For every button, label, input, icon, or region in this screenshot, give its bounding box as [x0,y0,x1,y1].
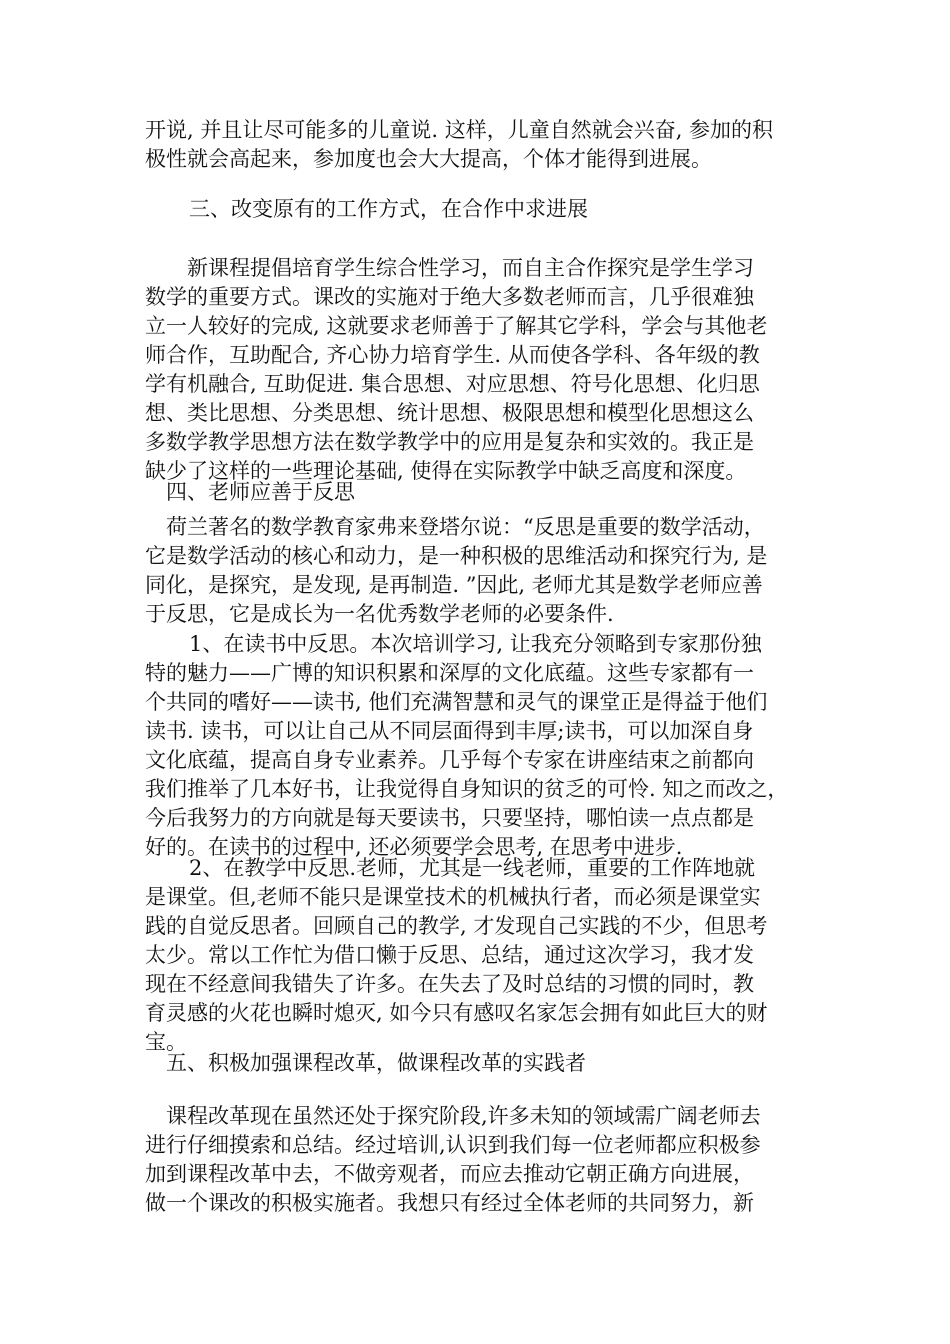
text-line: 于反思，它是成长为一名优秀数学老师的必要条件. [145,602,614,626]
paragraph-curriculum-reform [145,1102,815,1218]
text-line: 立一人较好的完成, 这就要求老师善于了解其它学科，学会与其他老 [145,314,768,338]
text-line: 缺少了这样的一些理论基础, 使得在实际教学中缺乏高度和深度。 [145,459,747,483]
paragraph-reflection [145,513,815,629]
text-line: 1、在读书中反思。本次培训学习, 让我充分领略到专家那份独 [189,632,762,656]
text-line: 太少。常以工作忙为借口懒于反思、总结，通过这次学习，我才发 [145,943,754,967]
text-line: 荷兰著名的数学教育家弗来登塔尔说：“反思是重要的数学活动， [166,515,765,539]
paragraph-cooperation [145,254,815,486]
paragraph-reading [145,630,815,862]
text-line: 宝。 [145,1030,187,1054]
text-line: 极性就会高起来，参加度也会大大提高，个体才能得到进展。 [145,147,712,171]
text-line: 2、在教学中反思.老师，尤其是一线老师，重要的工作阵地就 [189,856,756,880]
text-line: 它是数学活动的核心和动力，是一种积极的思维活动和探究行为, 是 [145,544,768,568]
text-line: 数学的重要方式。课改的实施对于绝大多数老师而言，几乎很难独 [145,285,754,309]
section-heading-5 [145,1049,815,1078]
paragraph-teaching [145,854,815,1057]
heading-text: 四、老师应善于反思 [166,480,355,504]
text-line: 加到课程改革中去，不做旁观者，而应去推动它朝正确方向进展， [145,1162,754,1186]
text-line: 学有机融合, 互助促进. 集合思想、对应思想、符号化思想、化归思 [145,372,760,396]
text-line: 育灵感的火花也瞬时熄灭, 如今只有感叹名家怎会拥有如此巨大的财 [145,1001,768,1025]
text-line: 做一个课改的积极实施者。我想只有经过全体老师的共同努力，新 [145,1191,754,1215]
text-line: 个共同的嗜好——读书, 他们充满智慧和灵气的课堂正是得益于他们 [145,690,768,714]
paragraph-continuation [145,116,815,174]
text-line: 现在不经意间我错失了许多。在失去了及时总结的习惯的同时，教 [145,972,754,996]
text-line: 师合作，互助配合, 齐心协力培育学生. 从而使各学科、各年级的教 [145,343,760,367]
text-line: 进行仔细摸索和总结。经过培训,认识到我们每一位老师都应积极参 [145,1133,761,1157]
text-line: 开说, 并且让尽可能多的儿童说. 这样，儿童自然就会兴奋, 参加的积 [145,118,774,142]
text-line: 特的魅力——广博的知识积累和深厚的文化底蕴。这些专家都有一 [145,661,754,685]
text-line: 好的。在读书的过程中, 还必须要学会思考, 在思考中进步. [145,835,683,859]
text-line: 多数学教学思想方法在数学教学中的应用是复杂和实效的。我正是 [145,430,754,454]
text-line: 课程改革现在虽然还处于探究阶段,许多未知的领域需广阔老师去 [166,1104,761,1128]
text-line: 想、类比思想、分类思想、统计思想、极限思想和模型化思想这么 [145,401,754,425]
text-line: 文化底蕴，提高自身专业素养。几乎每个专家在讲座结束之前都向 [145,748,754,772]
text-line: 践的自觉反思者。回顾自己的教学, 才发现自己实践的不少，但思考 [145,914,768,938]
text-line: 同化，是探究，是发现, 是再制造. ”因此, 老师尤其是数学老师应善 [145,573,763,597]
section-heading-4 [145,478,815,507]
text-line: 新课程提倡培育学生综合性学习，而自主合作探究是学生学习 [187,256,754,280]
heading-text: 五、积极加强课程改革，做课程改革的实践者 [166,1051,586,1075]
text-line: 今后我努力的方向就是每天要读书，只要坚持，哪怕读一点点都是 [145,806,754,830]
text-line: 是课堂。但,老师不能只是课堂技术的机械执行者，而必须是课堂实 [145,885,761,909]
text-line: 读书. 读书，可以让自己从不同层面得到丰厚;读书，可以加深自身 [145,719,754,743]
section-heading-3 [145,195,815,224]
text-line: 我们推举了几本好书，让我觉得自身知识的贫乏的可怜. 知之而改之， [145,777,789,801]
heading-text: 三、改变原有的工作方式，在合作中求进展 [189,197,588,221]
